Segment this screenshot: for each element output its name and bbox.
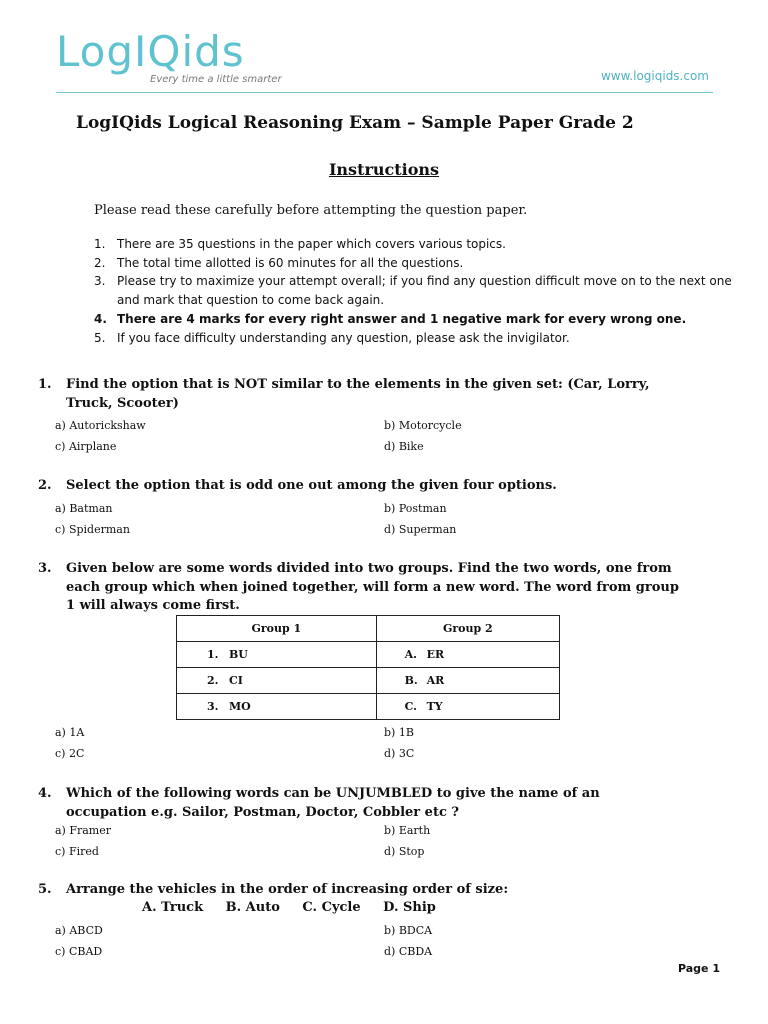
question-text: Given below are some words divided into two groups. Find the two words, one from each group which when joined together, will form a new word. The word from group 1 will always come first. <box>66 561 679 613</box>
question-1 <box>38 376 728 413</box>
option-a[interactable]: a) Autorickshaw <box>55 419 146 432</box>
group-1-cell: 3. MO <box>177 694 377 720</box>
website-link[interactable]: www.logiqids.com <box>600 69 709 83</box>
group-2-cell: C. TY <box>376 694 559 720</box>
question-4 <box>38 785 728 822</box>
option-d[interactable]: d) CBDA <box>384 945 433 958</box>
instructions-list <box>94 235 734 347</box>
option-c[interactable]: c) Airplane <box>55 440 117 453</box>
vehicle-item: C. Cycle <box>302 900 361 915</box>
option-d[interactable]: d) Superman <box>384 523 457 536</box>
question-2 <box>38 477 728 496</box>
question-text: Find the option that is NOT similar to the elements in the given set: (Car, Lorry, Truck, Scooter) <box>66 377 650 411</box>
logiqids-logo: LogIQids <box>56 27 245 76</box>
logo-tagline: Every time a little smarter <box>150 74 282 85</box>
instruction-item: 1. There are 35 questions in the paper which covers various topics. <box>94 237 506 251</box>
question-number: 3. <box>38 561 52 576</box>
question-number: 1. <box>38 377 52 392</box>
header-divider <box>56 92 713 93</box>
table-header-row <box>177 616 560 642</box>
instruction-item: 5. If you face difficulty understanding any question, please ask the invigilator. <box>94 330 570 345</box>
option-b[interactable]: b) BDCA <box>384 924 433 937</box>
instruction-item: 2. The total time allotted is 60 minutes for all the questions. <box>94 255 464 270</box>
option-c[interactable]: c) CBAD <box>55 945 103 958</box>
option-b[interactable]: b) Earth <box>384 824 431 837</box>
option-a[interactable]: a) Batman <box>55 502 113 515</box>
option-b[interactable]: b) 1B <box>384 726 414 739</box>
question-text: Arrange the vehicles in the order of increasing order of size: <box>66 882 509 897</box>
option-a[interactable]: a) Framer <box>55 824 111 837</box>
option-d[interactable]: d) 3C <box>384 747 415 760</box>
page-header <box>56 28 713 94</box>
option-c[interactable]: c) Fired <box>55 845 99 858</box>
question-number: 5. <box>38 882 52 897</box>
question-text: Select the option that is odd one out among the given four options. <box>66 478 557 493</box>
option-d[interactable]: d) Stop <box>384 845 425 858</box>
vehicle-item: D. Ship <box>383 900 436 915</box>
question-text: Which of the following words can be UNJUMBLED to give the name of an occupation e.g. Sailor, Postman, Doctor, Cobbler etc ? <box>66 786 600 820</box>
question-number: 4. <box>38 786 52 801</box>
instructions-intro: Please read these carefully before attempting the question paper. <box>94 203 528 218</box>
group-1-cell: 2. CI <box>177 668 377 694</box>
option-b[interactable]: b) Motorcycle <box>384 419 462 432</box>
question-5 <box>38 881 728 900</box>
group-2-cell: A. ER <box>376 642 559 668</box>
paper-title: LogIQids Logical Reasoning Exam – Sample Paper Grade 2 <box>76 113 634 133</box>
option-a[interactable]: a) 1A <box>55 726 85 739</box>
option-b[interactable]: b) Postman <box>384 502 447 515</box>
option-c[interactable]: c) 2C <box>55 747 85 760</box>
table-row <box>177 642 560 668</box>
instruction-item: 4. There are 4 marks for every right answer and 1 negative mark for every wrong one. <box>94 311 687 326</box>
question-3 <box>38 560 728 616</box>
vehicle-list <box>142 900 454 915</box>
option-a[interactable]: a) ABCD <box>55 924 103 937</box>
question-number: 2. <box>38 478 52 493</box>
group-1-header: Group 1 <box>177 616 377 642</box>
vehicle-item: A. Truck <box>142 900 204 915</box>
group-2-cell: B. AR <box>376 668 559 694</box>
group-2-header: Group 2 <box>376 616 559 642</box>
page-number: Page 1 <box>677 962 720 975</box>
instruction-item: 3. Please try to maximize your attempt overall; if you find any question difficult move on to the next one and mark that question to come back again. <box>94 274 732 308</box>
vehicle-item: B. Auto <box>225 900 280 915</box>
table-row <box>177 694 560 720</box>
option-c[interactable]: c) Spiderman <box>55 523 130 536</box>
option-d[interactable]: d) Bike <box>384 440 424 453</box>
group-1-cell: 1. BU <box>177 642 377 668</box>
word-groups-table <box>176 615 560 720</box>
instructions-heading: Instructions <box>328 160 440 179</box>
table-row <box>177 668 560 694</box>
